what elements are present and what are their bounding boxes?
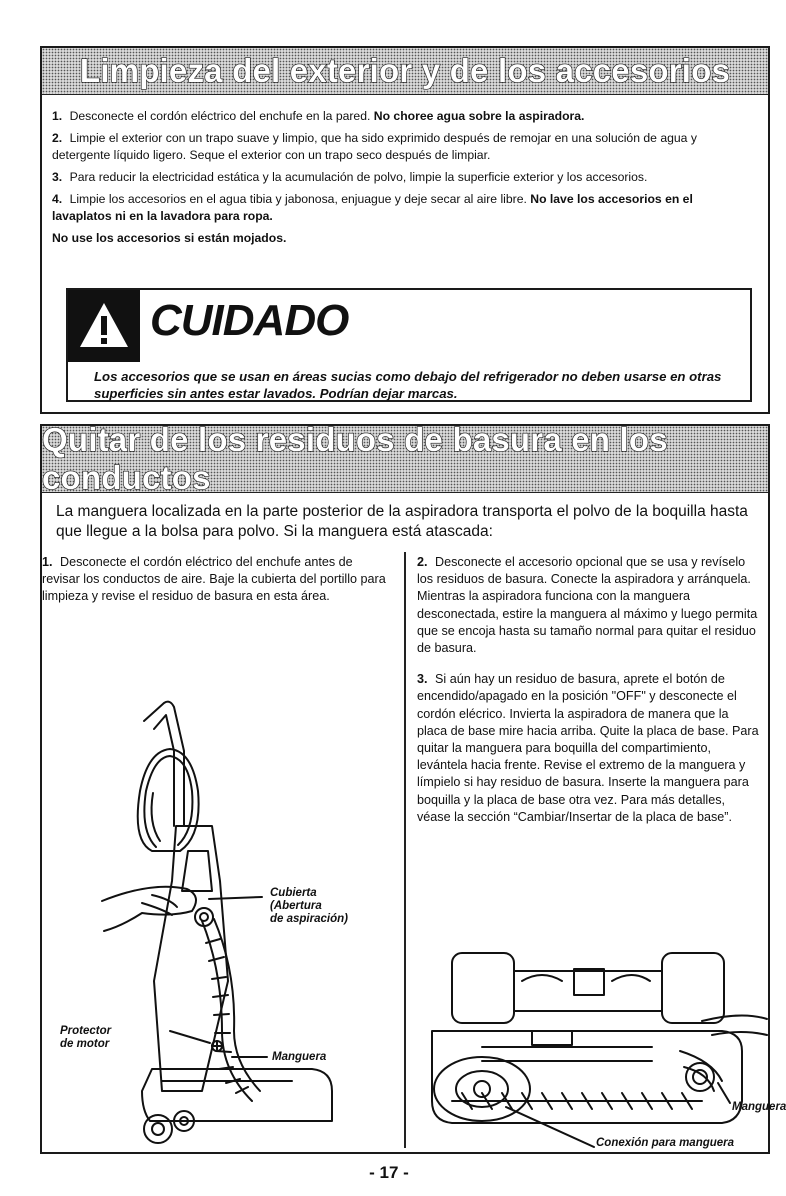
manguera-label-2: Manguera xyxy=(732,1101,786,1113)
intro-paragraph: La manguera localizada en la parte posterior de la aspiradora transporta el polvo de la boquilla hasta que llegue a la bolsa para polvo. Si la manguera está atascada: xyxy=(56,503,748,540)
cubierta-label: Cubierta (Abertura de aspiración) xyxy=(270,887,348,925)
step-1: 1. Desconecte el cordón eléctrico del enchufe en la pared. No choree agua sobre la aspiradora. xyxy=(52,109,585,123)
step-2: 2. Limpie el exterior con un trapo suave y limpio, que ha sido exprimido después de remojar en una solución de agua y detergente líquido ligero. Seque el exterior con un trapo seco después de limpiar. xyxy=(52,131,697,162)
right-column xyxy=(417,554,762,840)
clearing-clogs-section xyxy=(40,421,786,1154)
caution-title: CUIDADO xyxy=(150,296,349,345)
section-title-band xyxy=(42,421,768,496)
step-3: 3. Para reducir la electricidad estática y la acumulación de polvo, limpie la superficie exterior y los accesorios. xyxy=(52,170,648,184)
warning-icon xyxy=(68,290,140,362)
left-column xyxy=(42,554,387,620)
page-number: - 17 - xyxy=(369,1163,409,1182)
cleaning-exterior-section xyxy=(40,46,770,414)
wet-accessories-note: No use los accesorios si están mojados. xyxy=(52,231,287,245)
manguera-label: Manguera xyxy=(272,1051,327,1063)
base-drawing xyxy=(422,951,767,1151)
section-title: Quitar de los residuos de basura en los conductos xyxy=(42,421,668,496)
upright-vacuum-illustration xyxy=(52,651,397,1151)
section-title-band xyxy=(42,48,768,95)
inverted-base-illustration xyxy=(422,951,786,1151)
section-title: Limpieza del exterior y de los accesorios xyxy=(79,52,731,89)
conexion-label: Conexión para manguera xyxy=(596,1137,735,1149)
step-2: 2. Desconecte el accesorio opcional que se usa y revíselo los residuos de basura. Conecte la aspiradora y arránquela. Mientras la aspiradora funciona con la manguera desconectada, estire la manguera al máximo y luego permita que se encoja hasta su tamaño normal para quitar el residuo de basura. xyxy=(417,555,758,656)
step-1: 1. Desconecte el cordón eléctrico del enchufe antes de revisar los conductos de aire. Baje la cubierta del portillo para limpieza y revise el residuo de basura en esta área. xyxy=(42,555,386,604)
step-3: 3. Si aún hay un residuo de basura, aprete el botón de encendido/apagado en la posición "OFF" y desconecte el cordón elécrico. Invierta la aspiradora de manera que la placa de base mire hacia arriba. Quite la placa de base. Para quitar la manguera para boquilla del compartimiento, levántela hacia frente. Revise el extremo de la manguera y límpielo si hay residuo de basura. Inserte la manguera para boquilla y la placa de base otra vez. Para más detalles, véase la sección “Cambiar/Insertar de la placa de base”. xyxy=(417,672,759,824)
caution-text: Los accesorios que se usan en áreas sucias como debajo del refrigerador no deben usarse en otras superficies sin antes estar lavados. Podrían dejar marcas. xyxy=(94,369,722,401)
column-divider xyxy=(404,552,406,1148)
caution-box xyxy=(66,288,752,402)
protector-label: Protector de motor xyxy=(60,1025,112,1050)
step-4: 4. Limpie los accesorios en el agua tibia y jabonosa, enjuague y deje secar al aire libre. No lave los accesorios en el lavaplatos ni en la lavadora para ropa. xyxy=(52,192,693,223)
cleaning-steps xyxy=(52,108,752,252)
